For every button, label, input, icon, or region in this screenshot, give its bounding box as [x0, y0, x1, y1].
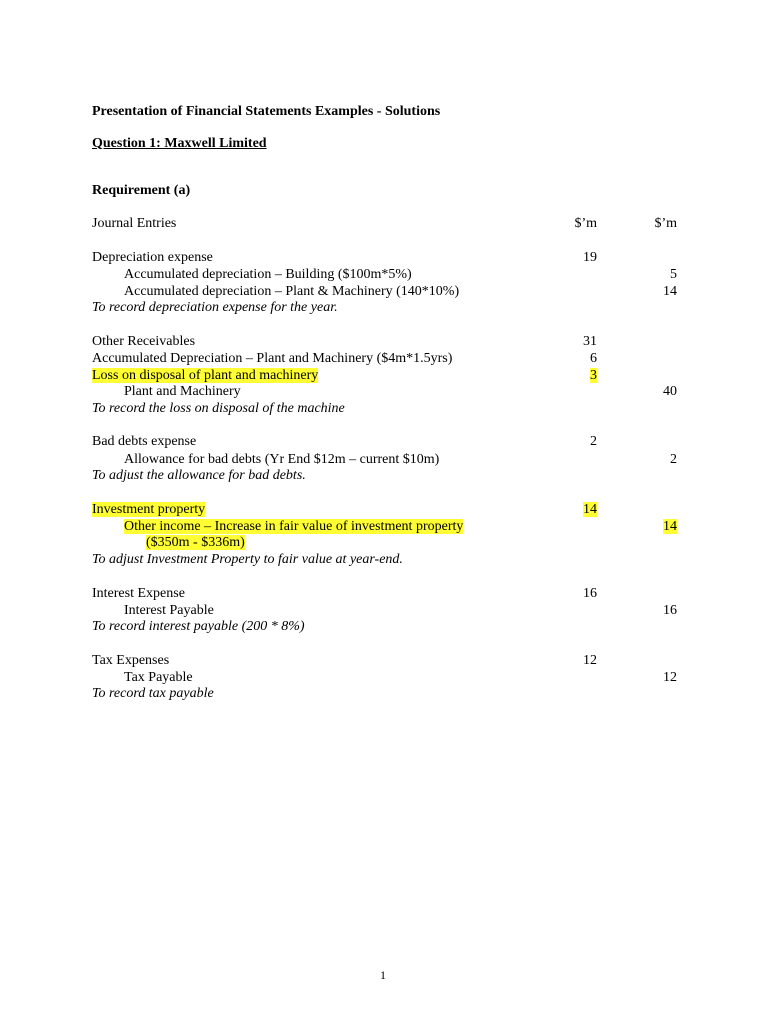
journal-line-text: Interest Expense — [92, 586, 185, 601]
highlighted-line-text — [124, 519, 463, 535]
credit-amount: 14 — [663, 284, 677, 299]
journal-line-text: Other Receivables — [92, 334, 196, 349]
debit-amount: 16 — [583, 586, 597, 601]
document-title: Presentation of Financial Statements Examples - Solutions — [92, 104, 441, 119]
highlight-span: 14 — [663, 519, 677, 534]
highlighted-line-text — [146, 535, 245, 551]
journal-line-text: Accumulated Depreciation – Plant and Machinery ($4m*1.5yrs) — [92, 351, 453, 366]
journal-narration: To record the loss on disposal of the machine — [92, 401, 345, 416]
credit-amount: 12 — [663, 670, 677, 685]
highlight-span: 3 — [590, 368, 597, 383]
debit-amount: 31 — [583, 334, 597, 349]
debit-amount: 2 — [590, 434, 597, 449]
journal-narration: To adjust the allowance for bad debts. — [92, 468, 306, 483]
journal-line-text: Accumulated depreciation – Building ($100m*5%) — [124, 267, 412, 282]
requirement-heading: Requirement (a) — [92, 183, 191, 198]
highlighted-line-text — [92, 368, 318, 384]
journal-line-text: Tax Expenses — [92, 653, 170, 668]
journal-line-text: Tax Payable — [124, 670, 193, 685]
credit-amount: 16 — [663, 603, 677, 618]
credit-amount: 5 — [670, 267, 677, 282]
journal-line-text: Accumulated depreciation – Plant & Machinery (140*10%) — [124, 284, 460, 299]
highlight-span: Other income – Increase in fair value of investment property — [124, 519, 464, 534]
highlight-span: ($350m - $336m) — [146, 535, 245, 550]
credit-amount: 40 — [663, 384, 677, 399]
highlighted-debit-amount — [537, 502, 597, 518]
debit-amount: 6 — [590, 351, 597, 366]
journal-line-text: Bad debts expense — [92, 434, 197, 449]
journal-entries-label: Journal Entries — [92, 216, 177, 231]
journal-narration: To record depreciation expense for the year. — [92, 300, 338, 315]
journal-line-text: Depreciation expense — [92, 250, 213, 265]
debit-amount: 12 — [583, 653, 597, 668]
journal-narration: To adjust Investment Property to fair value at year-end. — [92, 552, 403, 567]
debit-amount: 19 — [583, 250, 597, 265]
highlighted-debit-amount — [537, 368, 597, 384]
journal-line-text: Interest Payable — [124, 603, 214, 618]
highlight-span: 14 — [583, 502, 597, 517]
debit-column-header: $’m — [574, 216, 597, 231]
highlight-span: Investment property — [92, 502, 206, 517]
journal-narration: To record interest payable (200 * 8%) — [92, 619, 305, 634]
question-heading: Question 1: Maxwell Limited — [92, 136, 267, 151]
highlight-span: Loss on disposal of plant and machinery — [92, 368, 319, 383]
journal-line-text: Plant and Machinery — [124, 384, 241, 399]
page-number: 1 — [380, 968, 386, 982]
credit-amount: 2 — [670, 452, 677, 467]
credit-column-header: $’m — [654, 216, 677, 231]
journal-line-text: Allowance for bad debts (Yr End $12m – current $10m) — [124, 452, 440, 467]
journal-narration: To record tax payable — [92, 686, 214, 701]
highlighted-credit-amount — [617, 519, 677, 535]
highlighted-line-text — [92, 502, 205, 518]
